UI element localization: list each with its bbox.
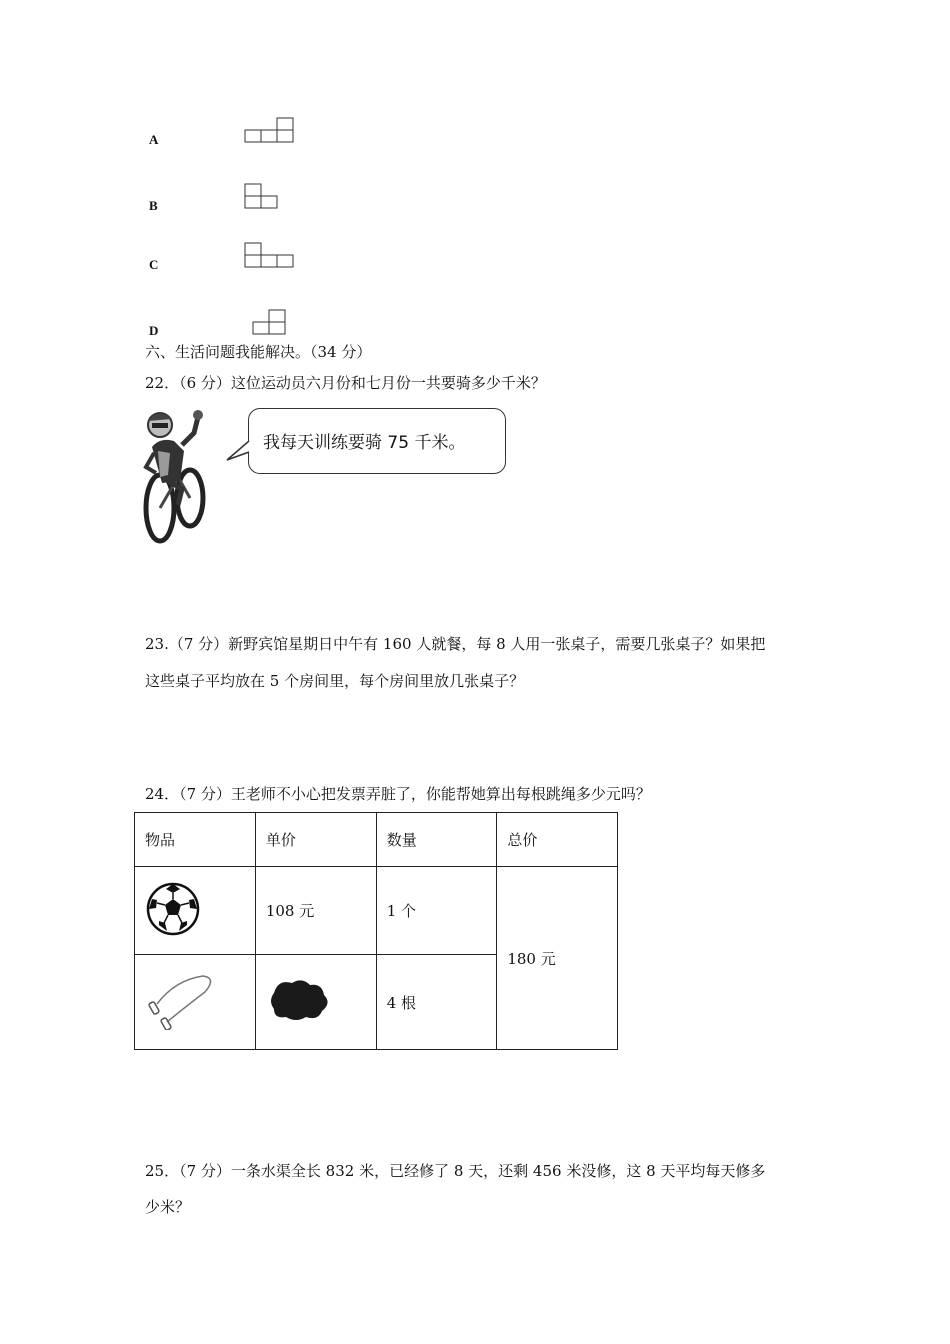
header-quantity: 数量: [376, 813, 497, 867]
jump-rope-icon: [145, 970, 215, 1030]
option-b-figure: [244, 183, 278, 210]
question-23-line-1: 23.（7 分）新野宾馆星期日中午有 160 人就餐，每 8 人用一张桌子，需要几张桌子？如果把: [145, 635, 766, 653]
speech-bubble-text: 我每天训练要骑 75 千米。: [263, 433, 466, 453]
option-c-label: C: [149, 257, 159, 272]
speech-bubble-tail: [226, 440, 252, 466]
option-d-figure: [252, 309, 286, 336]
option-d-label: D: [149, 323, 159, 338]
option-c-figure: [244, 242, 294, 269]
option-a-figure: [244, 117, 294, 144]
total-price: 180 元: [497, 867, 618, 1050]
section-heading: 六、生活问题我能解决。（34 分）: [145, 343, 372, 361]
invoice-table: [134, 812, 618, 1050]
football-quantity: 1 个: [376, 867, 497, 955]
jump-rope-quantity: 4 根: [376, 955, 497, 1050]
header-item: 物品: [135, 813, 256, 867]
header-unit-price: 单价: [255, 813, 376, 867]
question-23-line-2: 这些桌子平均放在 5 个房间里，每个房间里放几张桌子？: [145, 672, 525, 690]
jump-rope-cell: [135, 955, 256, 1050]
question-22-text: 22．（6 分）这位运动员六月份和七月份一共要骑多少千米？: [145, 374, 546, 392]
football-icon: [145, 881, 201, 937]
option-a-label: A: [149, 132, 159, 147]
table-row: [135, 867, 618, 955]
table-header-row: [135, 813, 618, 867]
cyclist-illustration: [140, 405, 212, 545]
ink-blot-cell: [255, 955, 376, 1050]
header-total: 总价: [497, 813, 618, 867]
question-25-line-1: 25．（7 分）一条水渠全长 832 米，已经修了 8 天，还剩 456 米没修，这 8 天平均每天修多: [145, 1162, 766, 1180]
ink-blot-icon: [266, 975, 336, 1025]
football-unit-price: 108 元: [255, 867, 376, 955]
option-b-label: B: [149, 198, 158, 213]
question-24-text: 24．（7 分）王老师不小心把发票弄脏了，你能帮她算出每根跳绳多少元吗？: [145, 785, 651, 803]
question-25-line-2: 少米？: [145, 1198, 191, 1216]
football-cell: [135, 867, 256, 955]
